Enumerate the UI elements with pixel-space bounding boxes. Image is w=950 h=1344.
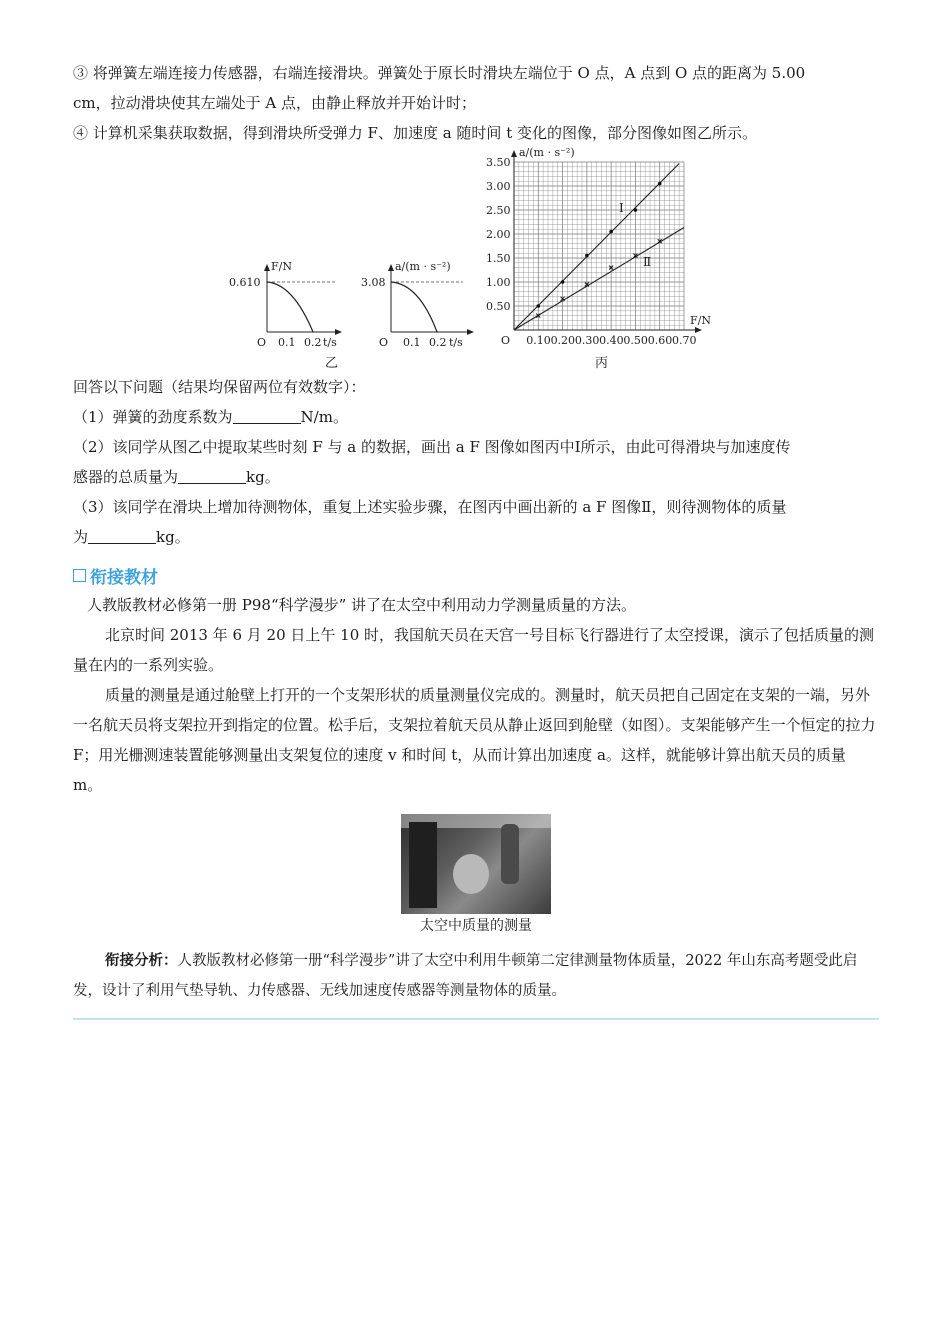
graph-a-t xyxy=(363,260,483,350)
f-t-origin: O xyxy=(257,336,267,349)
q1-blank xyxy=(233,407,301,424)
y-tick-label: 1.00 xyxy=(486,276,511,289)
a-t-y-axis: a/(m · s⁻²) xyxy=(395,260,451,273)
point-series-1 xyxy=(585,254,589,258)
q1-unit: N/m。 xyxy=(300,408,348,426)
question-2-cont xyxy=(73,462,879,492)
x-tick-label: 0.40 xyxy=(599,334,624,347)
section-paragraph-3: 质量的测量是通过舱壁上打开的一个支架形状的质量测量仪完成的。测量时，航天员把自己固定在支架的一端，另外一名航天员将支架拉开到指定的位置。松手后，支架拉着航天员从静止返回到舱壁（如图）。支架能够产生一个恒定的拉力 F；用光栅测速装置能够测量出支架复位的速度 v 和时间 t，从而计算出加速度 a。这样，就能够计算出航天员的质量 m。 xyxy=(73,686,876,794)
x-tick-label: 0.50 xyxy=(623,334,648,347)
y-tick-label: 2.00 xyxy=(486,228,511,241)
f-t-tick-2: 0.2 xyxy=(304,336,322,349)
x-tick-label: 0.30 xyxy=(574,334,600,347)
figure-row xyxy=(73,146,879,371)
x-tick-label: 0.60 xyxy=(647,334,673,347)
intro-line: 回答以下问题（结果均保留两位有效数字）： xyxy=(73,378,366,396)
y-tick-label: 1.50 xyxy=(486,252,511,265)
a-f-origin: O xyxy=(501,334,511,347)
question-3: （3）该同学在滑块上增加待测物体，重复上述实验步骤，在图丙中画出新的 a F 图像Ⅱ，则待测物体的质量 xyxy=(73,498,787,516)
analysis-paragraph xyxy=(73,946,879,1006)
y-tick-label: 0.50 xyxy=(486,300,511,313)
q1-prefix: （1）弹簧的劲度系数为 xyxy=(73,408,233,426)
section-paragraph-2: 北京时间 2013 年 6 月 20 日上午 10 时，我国航天员在天宫一号目标飞行器进行了太空授课，演示了包括质量的测量在内的一系列实验。 xyxy=(73,626,875,674)
a-t-tick-2: 0.2 xyxy=(429,336,447,349)
graph-f-t xyxy=(223,260,343,350)
step-4: ④ 计算机采集获取数据，得到滑块所受弹力 F、加速度 a 随时间 t 变化的图像，部分图像如图乙所示。 xyxy=(73,124,757,142)
step-3-line-2: cm，拉动滑块使其左端处于 A 点，由静止释放并开始计时； xyxy=(73,94,476,112)
x-tick-label: 0.20 xyxy=(550,334,576,347)
figure-label-bing: 丙 xyxy=(595,356,609,371)
q2-blank xyxy=(178,467,246,484)
a-f-points xyxy=(536,182,661,318)
y-tick-label: 2.50 xyxy=(486,204,511,217)
point-series-1 xyxy=(561,280,565,284)
graph-a-f xyxy=(486,146,738,350)
section-heading xyxy=(73,560,879,590)
q3-unit: kg。 xyxy=(156,528,190,546)
document-page xyxy=(73,58,879,1020)
square-icon xyxy=(73,569,86,582)
space-photo xyxy=(401,814,551,914)
section-divider xyxy=(73,1018,879,1020)
a-t-tick-1: 0.1 xyxy=(403,336,421,349)
a-t-y-value: 3.08 xyxy=(361,276,386,289)
photo-caption: 太空中质量的测量 xyxy=(420,918,532,934)
analysis-text: 人教版教材必修第一册“科学漫步”讲了太空中利用牛顿第二定律测量物体质量，2022 年山东高考题受此启发，设计了利用气垫导轨、力传感器、无线加速度传感器等测量物体的质量。 xyxy=(73,953,858,999)
line-2-label: Ⅱ xyxy=(643,255,652,269)
f-t-y-value: 0.610 xyxy=(229,276,261,289)
f-t-tick-1: 0.1 xyxy=(278,336,296,349)
point-series-1 xyxy=(536,304,540,308)
question-3-cont xyxy=(73,522,879,552)
analysis-label: 衔接分析： xyxy=(105,952,178,969)
point-series-1 xyxy=(658,182,662,186)
section-paragraph-1: 人教版教材必修第一册 P98“科学漫步” 讲了在太空中利用动力学测量质量的方法。 xyxy=(87,596,637,614)
line-1-label: Ⅰ xyxy=(619,201,624,215)
a-f-x-axis: F/N xyxy=(690,314,711,327)
a-f-y-axis: a/(m · s⁻²) xyxy=(519,146,575,159)
y-tick-label: 3.00 xyxy=(486,180,511,193)
figure-label-yi: 乙 xyxy=(325,356,339,371)
q3-blank xyxy=(88,527,156,544)
point-series-1 xyxy=(609,230,613,234)
q2-prefix: 感器的总质量为 xyxy=(73,468,179,486)
q3-prefix: 为 xyxy=(73,528,89,546)
f-t-y-axis: F/N xyxy=(271,260,292,273)
a-t-x-axis: t/s xyxy=(449,336,463,349)
y-tick-label: 3.50 xyxy=(486,156,511,169)
x-tick-label: 0.70 xyxy=(672,334,697,347)
question-2: （2）该同学从图乙中提取某些时刻 F 与 a 的数据，画出 a F 图像如图丙中Ⅰ所示，由此可得滑块与加速度传 xyxy=(73,438,791,456)
x-tick-label: 0.10 xyxy=(526,334,551,347)
question-1 xyxy=(73,402,879,432)
point-series-1 xyxy=(634,208,638,212)
f-t-x-axis: t/s xyxy=(323,336,337,349)
q2-unit: kg。 xyxy=(246,468,280,486)
step-3-line-1: ③ 将弹簧左端连接力传感器，右端连接滑块。弹簧处于原长时滑块左端位于 O 点，A 点到 O 点的距离为 5.00 xyxy=(73,64,806,82)
section-title: 衔接教材 xyxy=(90,567,158,588)
a-t-origin: O xyxy=(379,336,389,349)
